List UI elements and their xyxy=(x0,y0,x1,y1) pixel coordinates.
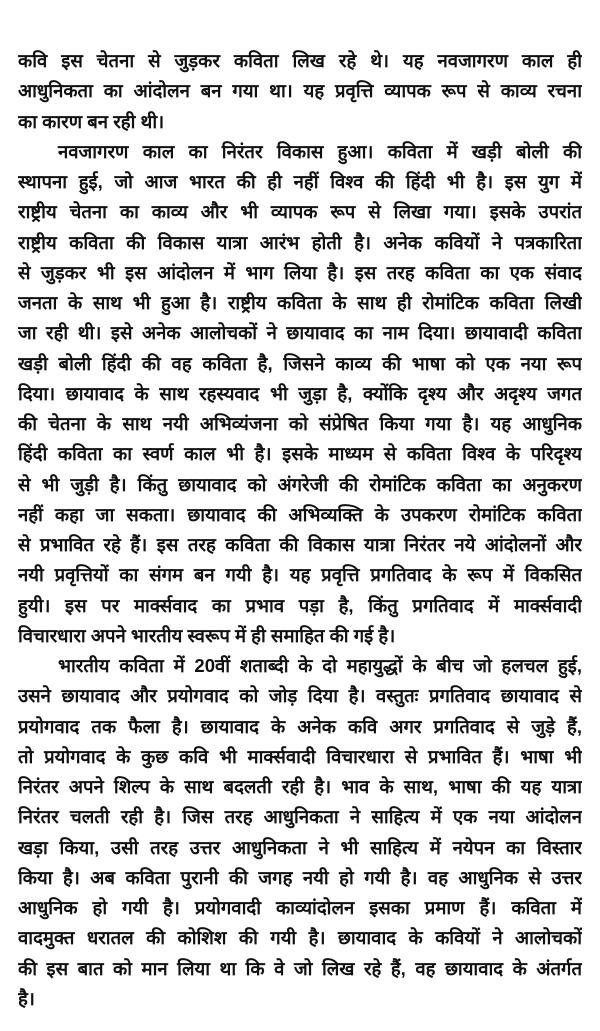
paragraph xyxy=(18,137,582,651)
text-line: हिंदी कविता का स्वर्ण काल भी है। इसके माध्यम से कविता विश्व के परिदृश्य xyxy=(18,443,582,465)
text-line: किया है। अब कविता पुरानी की जगह नयी हो गयी है। वह आधुनिक से उत्तर xyxy=(18,866,582,888)
paragraph xyxy=(18,651,582,1014)
text-line: नवजागरण काल का निरंतर विकास हुआ। कविता में खड़ी बोली की xyxy=(58,140,582,162)
text-line: की चेतना के साथ नयी अभिव्यंजना को संप्रेषित किया गया है। यह आधुनिक xyxy=(18,413,582,434)
text-line: स्थापना हुई, जो आज भारत की ही नहीं विश्व की हिंदी भी है। इस युग में xyxy=(18,171,582,192)
text-line: उसने छायावाद और प्रयोगवाद को जोड़ दिया है। वस्तुतः प्रगतिवाद छायावाद से xyxy=(18,685,582,707)
text-line: जनता के साथ भी हुआ है। राष्ट्रीय कविता के साथ ही रोमांटिक कविता लिखी xyxy=(18,292,582,313)
text-line: से जुड़कर भी इस आंदोलन में भाग लिया है। इस तरह कविता का एक संवाद xyxy=(18,261,582,283)
text-line: वादमुक्त धरातल की कोशिश की गयी है। छायावाद के कवियों ने आलोचकों xyxy=(18,927,582,949)
document-page xyxy=(18,46,582,1014)
text-line: प्रयोगवाद तक फैला है। छायावाद के अनेक कवि अगर प्रगतिवाद से जुड़े हैं, xyxy=(18,715,582,737)
text-line: है। xyxy=(18,987,35,1009)
text-line: से भी जुड़ी है। किंतु छायावाद को अंगरेजी की रोमांटिक कविता का अनुकरण xyxy=(18,473,582,495)
text-line: राष्ट्रीय चेतना का काव्य और भी व्यापक रूप से लिखा गया। इसके उपरांत xyxy=(18,201,582,223)
text-line: हुयी। इस पर मार्क्सवाद का प्रभाव पड़ा है, किंतु प्रगतिवाद में मार्क्सवादी xyxy=(18,594,582,616)
text-line: कवि इस चेतना से जुड़कर कविता लिख रहे थे। यह नवजागरण काल ही xyxy=(18,50,582,71)
text-line: खड़ा किया, उसी तरह उत्तर आधुनिकता ने भी साहित्य में नयेपन का विस्तार xyxy=(18,836,582,858)
text-line: दिया। छायावाद के साथ रहस्यवाद भी जुड़ा है, क्योंकि दृश्य और अदृश्य जगत xyxy=(18,382,582,404)
text-line: नहीं कहा जा सकता। छायावाद की अभिव्यक्ति के उपकरण रोमांटिक कविता xyxy=(18,503,582,525)
text-line: नयी प्रवृत्तियों का संगम बन गयी है। यह प्रवृत्ति प्रगतिवाद के रूप में विकसित xyxy=(18,564,582,586)
text-line: जा रही थी। इसे अनेक आलोचकों ने छायावाद का नाम दिया। छायावादी कविता xyxy=(18,322,582,344)
text-line: विचारधारा अपने भारतीय स्वरूप में ही समाहित की गई है। xyxy=(18,624,396,646)
text-line: निरंतर अपने शिल्प के साथ बदलती रही है। भाव के साथ, भाषा की यह यात्रा xyxy=(18,776,582,797)
text-line: तो प्रयोगवाद के कुछ कवि भी मार्क्सवादी विचारधारा से प्रभावित हैं। भाषा भी xyxy=(18,745,582,767)
text-line: से प्रभावित रहे हैं। इस तरह कविता की विकास यात्रा निरंतर नये आंदोलनों और xyxy=(18,534,582,555)
text-line: खड़ी बोली हिंदी की वह कविता है, जिसने काव्य की भाषा को एक नया रूप xyxy=(18,352,582,374)
text-line: आधुनिकता का आंदोलन बन गया था। यह प्रवृत्ति व्यापक रूप से काव्य रचना xyxy=(18,80,582,102)
text-line: का कारण बन रही थी। xyxy=(18,110,165,132)
text-line: की इस बात को मान लिया था कि वे जो लिख रहे हैं, वह छायावाद के अंतर्गत xyxy=(18,957,582,979)
text-line: भारतीय कविता में 20वीं शताब्दी के दो महायुद्धों के बीच जो हलचल हुई, xyxy=(58,655,582,676)
text-line: राष्ट्रीय कविता की विकास यात्रा आरंभ होती है। अनेक कवियों ने पत्रकारिता xyxy=(18,231,582,253)
text-line: आधुनिक हो गयी है। प्रयोगवादी काव्यांदोलन इसका प्रमाण हैं। कविता में xyxy=(18,897,582,918)
paragraph xyxy=(18,46,582,137)
text-line: निरंतर चलती रही है। जिस तरह आधुनिकता ने साहित्य में एक नया आंदोलन xyxy=(18,806,582,828)
